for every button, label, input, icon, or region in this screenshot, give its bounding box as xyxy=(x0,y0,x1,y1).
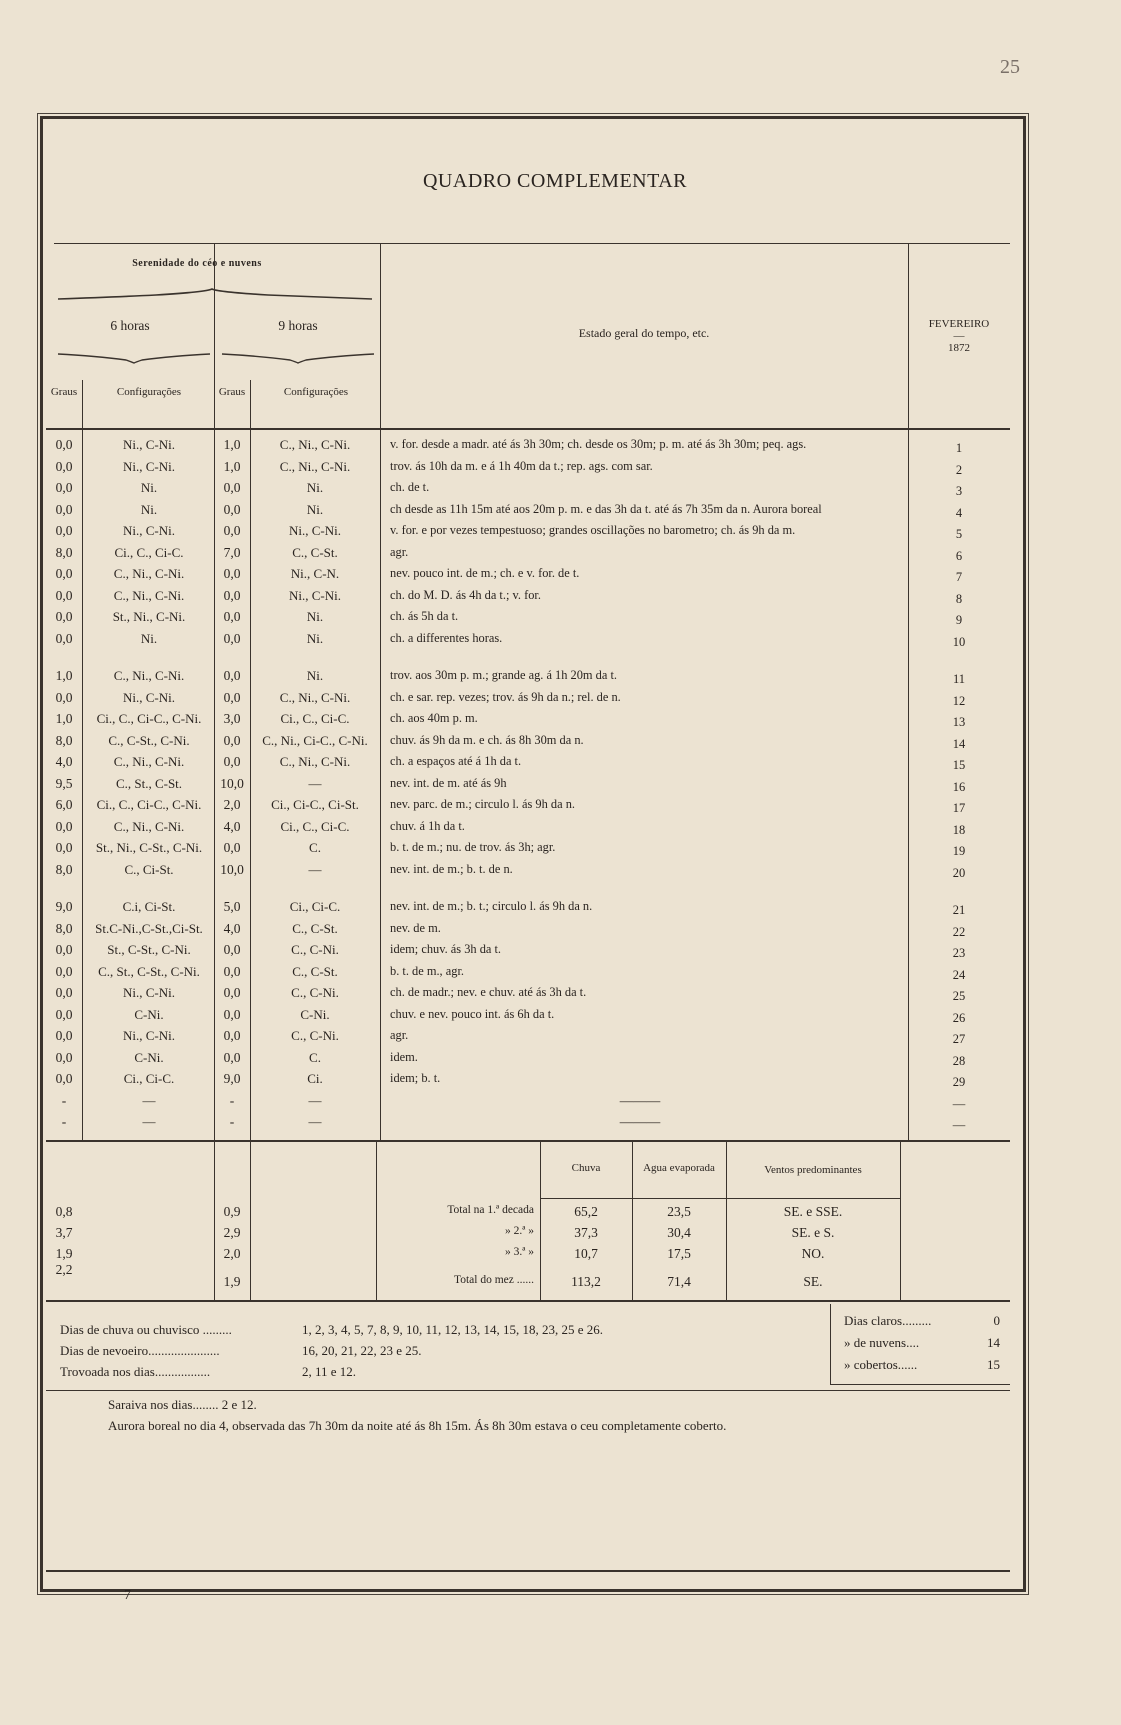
row-config-9: Ci., C., Ci-C. xyxy=(280,711,350,726)
row-day: 3 xyxy=(955,484,963,498)
days-right-value: 14 xyxy=(987,1335,1000,1350)
brace-9h xyxy=(220,352,376,364)
row-config-9: C., C-Ni. xyxy=(291,942,339,957)
row-estado: chuv. e nev. pouco int. ás 6h da t. xyxy=(390,1006,555,1021)
header-top-rule xyxy=(54,243,1010,244)
group-title: Serenidade do céo e nuvens xyxy=(132,258,262,269)
row-config-6: C., St., C-St., C-Ni. xyxy=(98,963,200,979)
row-estado: nev. int. de m.; b. t.; circulo l. ás 9h da n. xyxy=(390,899,593,913)
row-config-9: — xyxy=(308,1114,322,1129)
row-config-6: Ni., C-Ni. xyxy=(123,985,175,1000)
row-graus-9: 0,0 xyxy=(223,523,241,538)
row-config-9: Ni., C-Ni. xyxy=(289,587,341,603)
row-config-6: Ci., C., Ci-C., C-Ni. xyxy=(96,797,202,812)
row-graus-9: 0,0 xyxy=(223,609,241,624)
row-config-6: — xyxy=(142,1092,156,1108)
row-estado: ch. a differentes horas. xyxy=(390,630,503,645)
header-6-horas: 6 horas xyxy=(110,318,150,333)
row-day: 29 xyxy=(952,1075,966,1089)
row-config-6: C-Ni. xyxy=(134,1006,164,1022)
header-config-6: Configurações xyxy=(116,386,182,398)
row-day: 2 xyxy=(955,462,963,477)
row-day: 10 xyxy=(952,634,966,649)
days-right-value: 0 xyxy=(993,1313,1000,1328)
row-graus-6: 0,0 xyxy=(55,587,73,603)
summary-ventos: SE. xyxy=(803,1274,823,1289)
days-right-label: » cobertos...... xyxy=(844,1357,918,1372)
footer-number: 7 xyxy=(124,1588,131,1603)
days-value: 16, 20, 21, 22, 23 e 25. xyxy=(302,1343,422,1358)
row-config-6: St.C-Ni.,C-St.,Ci-St. xyxy=(95,920,203,936)
days-right-value: 15 xyxy=(987,1357,1000,1372)
summary-graus-9: 0,9 xyxy=(223,1204,241,1219)
row-day: 16 xyxy=(952,779,966,794)
row-graus-6: 8,0 xyxy=(55,861,73,877)
summary-top-rule xyxy=(46,1140,1010,1142)
row-config-6: St., Ni., C-Ni. xyxy=(112,609,186,624)
row-day: 26 xyxy=(952,1010,966,1025)
row-graus-6: 0,0 xyxy=(55,480,73,495)
row-graus-9: 4,0 xyxy=(223,920,241,936)
row-graus-9: 4,0 xyxy=(223,818,241,834)
row-config-9: Ci., C., Ci-C. xyxy=(280,818,350,834)
row-estado: chuv. á 1h da t. xyxy=(390,818,465,833)
row-config-9: Ci. xyxy=(307,1071,323,1086)
row-estado: v. for. desde a madr. até ás 3h 30m; ch. desde os 30m; p. m. até ás 3h 30m; peq. ags. xyxy=(390,437,807,451)
row-graus-9: 7,0 xyxy=(223,544,241,560)
row-graus-9: 0,0 xyxy=(223,754,241,769)
row-graus-6: 0,0 xyxy=(55,985,73,1000)
brace-6h xyxy=(56,352,212,364)
header-month: FEVEREIRO xyxy=(928,318,990,330)
row-config-9: C., C-St. xyxy=(292,920,338,936)
note-line: Aurora boreal no dia 4, observada das 7h 30m da noite até ás 8h 15m. Ás 8h 30m estava o ceu completamente coberto. xyxy=(108,1418,727,1433)
row-config-6: C., Ci-St. xyxy=(124,861,174,877)
row-config-9: C., C-St. xyxy=(292,544,338,560)
col-ventos: Ventos predominantes xyxy=(764,1164,862,1176)
row-estado: ——— xyxy=(619,1114,661,1129)
row-estado: ——— xyxy=(619,1092,661,1108)
frame-inner-bottom xyxy=(46,1570,1010,1572)
row-estado: ch. ás 5h da t. xyxy=(390,609,459,623)
row-graus-6: 0,0 xyxy=(55,501,73,517)
row-estado: nev. pouco int. de m.; ch. e v. for. de t. xyxy=(390,566,580,580)
row-day: 5 xyxy=(955,527,963,541)
summary-label: Total na 1.ª decada xyxy=(447,1204,534,1216)
row-graus-6: 9,0 xyxy=(55,899,73,914)
sum-divider-7 xyxy=(900,1140,901,1300)
row-graus-6: 0,0 xyxy=(55,818,73,834)
days-bottom-rule xyxy=(46,1390,1010,1391)
row-config-6: C-Ni. xyxy=(134,1049,164,1065)
row-day: 23 xyxy=(952,946,966,960)
summary-graus-6: 2,2 xyxy=(55,1262,73,1277)
row-config-9: Ci., Ci-C. xyxy=(289,899,341,914)
row-estado: b. t. de m.; nu. de trov. ás 3h; agr. xyxy=(390,840,556,854)
header-graus-6: Graus xyxy=(50,386,78,398)
header-9-horas: 9 horas xyxy=(278,318,318,333)
summary-chuva: 37,3 xyxy=(574,1225,598,1240)
summary-header-rule xyxy=(540,1198,900,1199)
days-label: Dias de chuva ou chuvisco ......... xyxy=(60,1322,232,1337)
row-config-6: Ni., C-Ni. xyxy=(123,689,175,705)
row-estado: agr. xyxy=(390,1028,409,1042)
row-estado: nev. de m. xyxy=(390,920,441,935)
row-day: 27 xyxy=(952,1032,966,1046)
row-day: 9 xyxy=(955,613,963,627)
col-agua: Agua evaporada xyxy=(643,1162,715,1174)
row-graus-6: 0,0 xyxy=(55,566,73,581)
summary-agua: 71,4 xyxy=(667,1274,691,1289)
summary-chuva: 113,2 xyxy=(571,1274,601,1289)
summary-agua: 30,4 xyxy=(667,1225,691,1240)
row-day: 8 xyxy=(955,591,963,606)
row-graus-6: 0,0 xyxy=(55,1049,73,1065)
row-config-6: Ni., C-Ni. xyxy=(123,437,175,452)
row-estado: agr. xyxy=(390,544,409,559)
row-day: 22 xyxy=(952,924,966,939)
header-year: 1872 xyxy=(948,342,970,354)
row-config-6: Ni. xyxy=(140,480,158,495)
row-config-9: Ni., C-Ni. xyxy=(289,523,341,538)
row-graus-6: - xyxy=(61,1092,67,1108)
row-estado: ch. do M. D. ás 4h da t.; v. for. xyxy=(390,587,541,602)
days-value: 1, 2, 3, 4, 5, 7, 8, 9, 10, 11, 12, 13, 14, 15, 18, 23, 25 e 26. xyxy=(302,1322,604,1337)
row-day: 17 xyxy=(952,801,966,815)
row-config-9: Ni. xyxy=(306,501,324,517)
row-config-6: C., St., C-St. xyxy=(115,775,183,791)
row-graus-6: 1,0 xyxy=(55,711,73,726)
row-estado: idem. xyxy=(390,1049,418,1064)
row-day: 13 xyxy=(952,715,966,729)
row-graus-9: 1,0 xyxy=(223,458,241,474)
row-estado: nev. int. de m.; b. t. de n. xyxy=(390,861,513,876)
brace-top xyxy=(56,287,374,301)
row-config-6: C., Ni., C-Ni. xyxy=(113,818,185,834)
row-graus-9: 0,0 xyxy=(223,963,241,979)
row-config-9: — xyxy=(308,1092,322,1108)
row-graus-6: 0,0 xyxy=(55,630,73,646)
row-graus-6: 8,0 xyxy=(55,732,73,748)
row-graus-9: 0,0 xyxy=(223,1006,241,1022)
row-day: 28 xyxy=(952,1053,966,1068)
summary-chuva: 10,7 xyxy=(574,1246,598,1261)
row-graus-6: 0,0 xyxy=(55,1071,73,1086)
summary-graus-9: 2,0 xyxy=(223,1246,241,1261)
row-graus-9: 10,0 xyxy=(220,861,244,877)
summary-graus-6: 0,8 xyxy=(55,1204,73,1219)
days-right-divider xyxy=(830,1304,831,1384)
row-graus-9: 10,0 xyxy=(220,775,244,791)
row-estado: ch desde as 11h 15m até aos 20m p. m. e das 3h da t. até ás 7h 35m da n. Aurora boreal xyxy=(390,501,822,516)
row-graus-9: 9,0 xyxy=(223,1071,241,1086)
row-graus-6: 0,0 xyxy=(55,942,73,957)
row-graus-9: 0,0 xyxy=(223,630,241,646)
row-config-6: C., Ni., C-Ni. xyxy=(113,668,185,683)
row-graus-6: 6,0 xyxy=(55,797,73,812)
summary-bottom-rule xyxy=(46,1300,1010,1302)
row-config-6: C., Ni., C-Ni. xyxy=(113,754,185,769)
row-config-9: C. xyxy=(309,1049,321,1065)
row-config-9: Ni., C-N. xyxy=(290,566,340,581)
row-config-6: Ni. xyxy=(140,501,158,517)
row-day: 7 xyxy=(955,570,963,584)
row-config-9: C., C-Ni. xyxy=(291,1028,339,1043)
row-config-6: — xyxy=(142,1114,156,1129)
row-config-9: — xyxy=(308,861,322,877)
row-day: 24 xyxy=(952,967,966,982)
row-graus-9: 0,0 xyxy=(223,501,241,517)
row-graus-9: 2,0 xyxy=(223,797,241,812)
row-config-9: — xyxy=(308,775,322,791)
row-config-6: C., Ni., C-Ni. xyxy=(113,566,185,581)
row-day: 15 xyxy=(952,758,966,772)
sum-divider-2 xyxy=(250,1140,251,1300)
row-config-6: Ni., C-Ni. xyxy=(123,523,175,538)
row-graus-6: 0,0 xyxy=(55,1006,73,1022)
row-config-9: C., Ni., C-Ni. xyxy=(279,458,351,474)
row-config-9: Ni. xyxy=(306,609,324,624)
col-divider-estado xyxy=(380,243,381,1140)
row-graus-9: 0,0 xyxy=(223,840,241,855)
header-dash: — xyxy=(953,330,965,342)
row-graus-9: - xyxy=(229,1092,235,1108)
row-graus-6: 0,0 xyxy=(55,609,73,624)
summary-graus-9: 1,9 xyxy=(223,1274,241,1289)
row-graus-6: 4,0 xyxy=(55,754,73,769)
summary-agua: 17,5 xyxy=(667,1246,691,1261)
header-config-9: Configurações xyxy=(283,386,349,398)
note-line: Saraiva nos dias........ 2 e 12. xyxy=(108,1397,257,1412)
row-graus-9: 0,0 xyxy=(223,1049,241,1065)
row-config-9: C., Ni., C-Ni. xyxy=(279,437,351,452)
col-divider-day xyxy=(908,243,909,1140)
row-estado: nev. int. de m. até ás 9h xyxy=(390,775,507,790)
days-right-bottom-rule xyxy=(830,1384,1010,1385)
row-graus-9: 0,0 xyxy=(223,1028,241,1043)
row-config-6: Ni. xyxy=(140,630,158,646)
row-config-9: C., C-Ni. xyxy=(291,985,339,1000)
row-estado: v. for. e por vezes tempestuoso; grandes oscillações no barometro; ch. ás 9h da m. xyxy=(390,523,796,537)
row-graus-6: 0,0 xyxy=(55,1028,73,1043)
row-graus-6: 0,0 xyxy=(55,523,73,538)
row-graus-6: 0,0 xyxy=(55,437,73,452)
row-graus-9: 0,0 xyxy=(223,668,241,683)
row-day: — xyxy=(952,1118,966,1132)
row-config-9: C-Ni. xyxy=(300,1006,330,1022)
row-estado: b. t. de m., agr. xyxy=(390,963,464,978)
row-graus-9: 0,0 xyxy=(223,942,241,957)
row-estado: ch. a espaços até á 1h da t. xyxy=(390,754,522,768)
row-day: 18 xyxy=(952,822,966,837)
summary-ventos: NO. xyxy=(801,1246,825,1261)
summary-agua: 23,5 xyxy=(667,1204,691,1219)
row-graus-6: 9,5 xyxy=(55,775,73,791)
row-graus-6: 0,0 xyxy=(55,458,73,474)
summary-graus-6: 3,7 xyxy=(55,1225,73,1240)
row-day: 25 xyxy=(952,989,966,1003)
row-config-6: St., C-St., C-Ni. xyxy=(107,942,191,957)
sum-divider-3 xyxy=(376,1140,377,1300)
row-day: 12 xyxy=(952,693,966,708)
page-title: QUADRO COMPLEMENTAR xyxy=(422,170,688,192)
row-config-6: St., Ni., C-St., C-Ni. xyxy=(95,840,203,855)
row-config-6: Ci., C., Ci-C. xyxy=(114,544,184,560)
row-config-9: C., C-St. xyxy=(292,963,338,979)
row-day: 6 xyxy=(955,548,963,563)
row-graus-9: 0,0 xyxy=(223,480,241,495)
row-config-9: Ni. xyxy=(306,630,324,646)
row-graus-6: 8,0 xyxy=(55,920,73,936)
summary-label: Total do mez ...... xyxy=(454,1274,534,1286)
row-graus-6: 0,0 xyxy=(55,689,73,705)
row-config-6: Ci., C., Ci-C., C-Ni. xyxy=(96,711,202,726)
row-day: 20 xyxy=(952,865,966,880)
row-graus-6: 1,0 xyxy=(55,668,73,683)
header-graus-9: Graus xyxy=(218,386,246,398)
row-config-9: Ni. xyxy=(306,480,324,495)
summary-ventos: SE. e S. xyxy=(791,1225,835,1240)
row-estado: ch. e sar. rep. vezes; trov. ás 9h da n.; rel. de n. xyxy=(390,689,621,704)
summary-chuva: 65,2 xyxy=(574,1204,598,1219)
row-estado: idem; chuv. ás 3h da t. xyxy=(390,942,502,956)
row-graus-9: 1,0 xyxy=(223,437,241,452)
row-config-9: C., Ni., C-Ni. xyxy=(279,754,351,769)
days-value: 2, 11 e 12. xyxy=(302,1364,357,1379)
summary-graus-9: 2,9 xyxy=(223,1225,241,1240)
row-config-6: C.i, Ci-St. xyxy=(122,899,176,914)
row-graus-9: 0,0 xyxy=(223,566,241,581)
row-config-6: Ci., Ci-C. xyxy=(123,1071,175,1086)
row-day: 1 xyxy=(955,441,963,455)
row-config-6: Ni., C-Ni. xyxy=(123,458,175,474)
row-estado: ch. aos 40m p. m. xyxy=(390,711,478,725)
row-graus-6: 8,0 xyxy=(55,544,73,560)
days-right-label: Dias claros......... xyxy=(844,1313,932,1328)
row-day: 19 xyxy=(952,844,966,858)
header-bottom-rule xyxy=(46,428,1010,430)
row-config-6: C., C-St., C-Ni. xyxy=(108,732,190,748)
row-graus-6: 0,0 xyxy=(55,840,73,855)
days-label: Trovoada nos dias................. xyxy=(60,1364,211,1379)
row-config-6: Ni., C-Ni. xyxy=(123,1028,175,1043)
summary-label: » 2.ª » xyxy=(504,1225,534,1237)
row-graus-9: - xyxy=(229,1114,235,1129)
row-estado: chuv. ás 9h da m. e ch. ás 8h 30m da n. xyxy=(390,732,584,747)
row-config-9: Ni. xyxy=(306,668,324,683)
summary-graus-6: 1,9 xyxy=(55,1246,73,1261)
row-day: — xyxy=(952,1096,966,1111)
row-config-9: C. xyxy=(309,840,321,855)
col-divider-config6 xyxy=(82,380,83,1140)
days-label: Dias de nevoeiro...................... xyxy=(60,1343,220,1358)
row-graus-9: 3,0 xyxy=(223,711,241,726)
row-estado: trov. ás 10h da m. e á 1h 40m da t.; rep. ags. com sar. xyxy=(390,458,653,473)
row-graus-6: - xyxy=(61,1114,67,1129)
row-day: 11 xyxy=(952,672,966,686)
row-graus-9: 0,0 xyxy=(223,732,241,748)
row-estado: idem; b. t. xyxy=(390,1071,441,1085)
row-estado: ch. de t. xyxy=(390,480,430,494)
row-graus-9: 0,0 xyxy=(223,689,241,705)
row-estado: nev. parc. de m.; circulo l. ás 9h da n. xyxy=(390,797,575,811)
row-graus-9: 0,0 xyxy=(223,985,241,1000)
row-day: 21 xyxy=(952,903,966,917)
row-day: 4 xyxy=(955,505,963,520)
row-config-9: C., Ni., C-Ni. xyxy=(279,689,351,705)
row-day: 14 xyxy=(952,736,966,751)
row-graus-9: 5,0 xyxy=(223,899,241,914)
days-right-label: » de nuvens.... xyxy=(844,1335,920,1350)
col-chuva: Chuva xyxy=(571,1162,601,1174)
row-estado: trov. aos 30m p. m.; grande ag. á 1h 20m da t. xyxy=(390,668,617,682)
row-estado: ch. de madr.; nev. e chuv. até ás 3h da t. xyxy=(390,985,587,999)
summary-ventos: SE. e SSE. xyxy=(783,1204,843,1219)
row-config-9: Ci., Ci-C., Ci-St. xyxy=(271,797,359,812)
summary-label: » 3.ª » xyxy=(504,1246,534,1258)
row-graus-6: 0,0 xyxy=(55,963,73,979)
row-graus-9: 0,0 xyxy=(223,587,241,603)
page-number: 25 xyxy=(1000,56,1020,78)
row-config-9: C., Ni., Ci-C., C-Ni. xyxy=(262,732,368,748)
row-config-6: C., Ni., C-Ni. xyxy=(113,587,185,603)
header-estado: Estado geral do tempo, etc. xyxy=(578,326,710,340)
